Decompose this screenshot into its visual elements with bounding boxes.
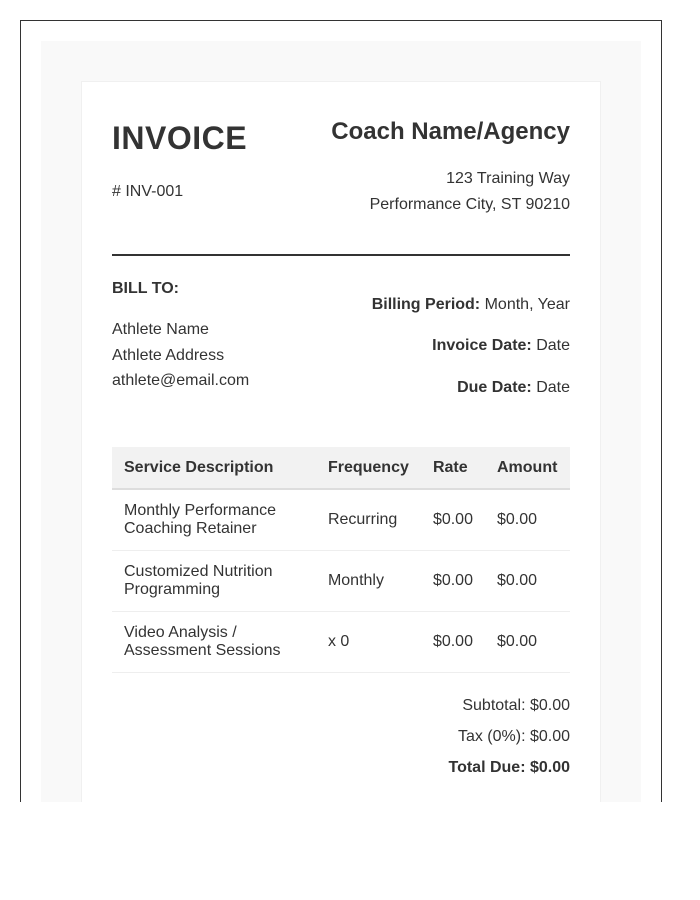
service-frequency: Recurring bbox=[316, 489, 421, 550]
table-row bbox=[112, 489, 570, 550]
total-due: Total Due: $0.00 bbox=[448, 759, 570, 776]
service-rate: $0.00 bbox=[421, 550, 485, 611]
service-amount: $0.00 bbox=[485, 489, 570, 550]
invoice-sheet bbox=[81, 81, 601, 802]
service-amount: $0.00 bbox=[485, 611, 570, 672]
due-date-value: Date bbox=[536, 379, 570, 396]
header-divider bbox=[112, 254, 570, 256]
service-description: Monthly Performance Coaching Retainer bbox=[112, 489, 316, 550]
coach-name: Coach Name/Agency bbox=[331, 118, 570, 145]
service-rate: $0.00 bbox=[421, 611, 485, 672]
service-description: Video Analysis / Assessment Sessions bbox=[112, 611, 316, 672]
invoice-number: # INV-001 bbox=[112, 183, 184, 200]
coach-address-line2: Performance City, ST 90210 bbox=[369, 196, 570, 213]
athlete-email: athlete@email.com bbox=[112, 372, 250, 389]
invoice-date-value: Date bbox=[536, 337, 570, 354]
invoice-title: INVOICE bbox=[112, 120, 248, 156]
table-header-row bbox=[112, 447, 570, 489]
invoice-date bbox=[432, 337, 570, 355]
table-row bbox=[112, 611, 570, 672]
subtotal: Subtotal: $0.00 bbox=[462, 697, 570, 714]
page-frame-inner bbox=[20, 20, 662, 802]
header-rate: Rate bbox=[421, 447, 485, 489]
header-amount: Amount bbox=[485, 447, 570, 489]
table-row bbox=[112, 550, 570, 611]
invoice-date-label: Invoice Date: bbox=[432, 337, 532, 354]
bill-to-label: BILL TO: bbox=[112, 280, 179, 297]
service-frequency: Monthly bbox=[316, 550, 421, 611]
billing-period bbox=[372, 296, 570, 314]
service-frequency: x 0 bbox=[316, 611, 421, 672]
billing-period-value: Month, Year bbox=[484, 296, 570, 313]
service-amount: $0.00 bbox=[485, 550, 570, 611]
athlete-name: Athlete Name bbox=[112, 321, 209, 338]
services-table bbox=[112, 447, 570, 673]
coach-address-line1: 123 Training Way bbox=[446, 170, 570, 187]
service-rate: $0.00 bbox=[421, 489, 485, 550]
athlete-address: Athlete Address bbox=[112, 347, 225, 364]
document-background bbox=[41, 41, 641, 802]
tax: Tax (0%): $0.00 bbox=[457, 728, 570, 745]
due-date-label: Due Date: bbox=[457, 379, 532, 396]
service-description: Customized Nutrition Programming bbox=[112, 550, 316, 611]
header-service-description: Service Description bbox=[112, 447, 316, 489]
due-date bbox=[457, 379, 570, 397]
header-frequency: Frequency bbox=[316, 447, 421, 489]
billing-period-label: Billing Period: bbox=[371, 296, 481, 313]
